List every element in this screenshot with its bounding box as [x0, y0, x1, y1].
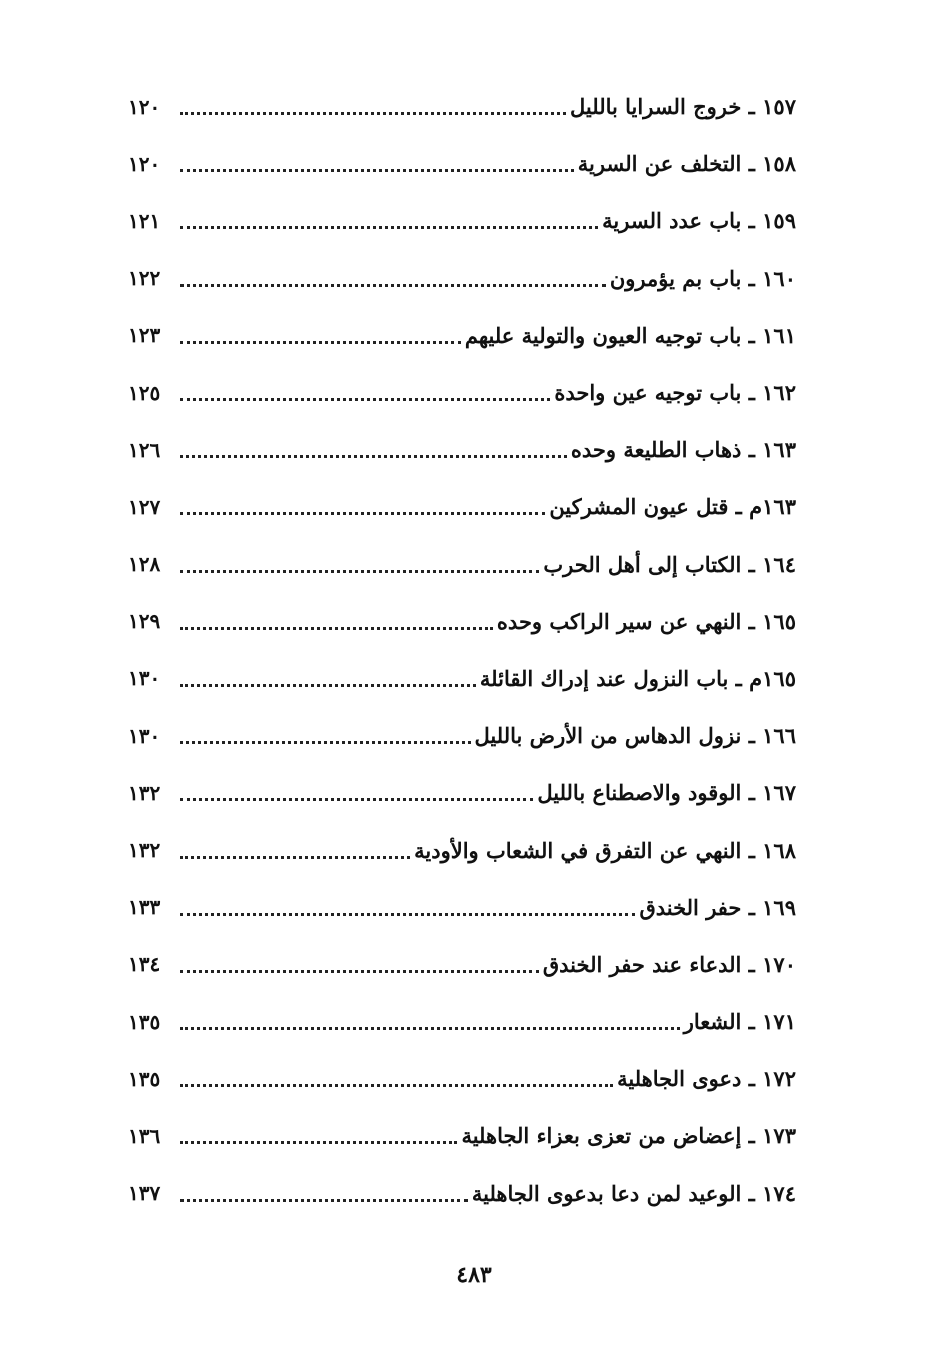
toc-entry-title: ١٦٤ ـ الكتاب إلى أهل الحرب: [543, 551, 796, 577]
toc-entry-title: ١٦٨ ـ النهي عن التفرق في الشعاب والأودية: [414, 837, 796, 863]
toc-entry-page: ١٢٠: [128, 151, 161, 176]
dot-leader: [180, 112, 566, 115]
dot-leader: [180, 741, 471, 744]
toc-entry-page: ١٣٠: [128, 723, 161, 748]
toc-entry-page: ١٣٥: [128, 1066, 161, 1091]
dot-leader: [180, 398, 550, 401]
toc-entry-title: ١٧١ ـ الشعار: [683, 1009, 796, 1035]
dot-leader: [180, 284, 606, 287]
dot-leader: [180, 913, 635, 916]
toc-entry-page: ١٣٥: [128, 1009, 161, 1034]
toc-entry-page: ١٢٨: [128, 552, 161, 577]
toc-entry-page: ١٣٣: [128, 895, 161, 920]
toc-entry: [128, 1107, 796, 1164]
toc-entry-page: ١٢٥: [128, 380, 161, 405]
page-number: ٤٨٣: [456, 1262, 492, 1288]
toc-entry: [128, 879, 796, 936]
dot-leader: [180, 1199, 468, 1202]
dot-leader: [180, 341, 461, 344]
toc-entry-page: ١٢٦: [128, 437, 161, 462]
toc-entry-title: ١٦٠ ـ باب بم يؤمرون: [609, 265, 796, 291]
toc-entry-page: ١٣٦: [128, 1123, 161, 1148]
toc-entry-title: ١٥٩ ـ باب عدد السرية: [602, 208, 796, 234]
toc-entry-title: ١٦٩ ـ حفر الخندق: [639, 894, 796, 920]
toc-entry: [128, 478, 796, 535]
toc-entry: [128, 421, 796, 478]
dot-leader: [180, 627, 493, 630]
toc-entry-page: ١٢٢: [128, 266, 161, 291]
toc-entry-page: ١٢٠: [128, 94, 161, 119]
toc-entry: [128, 821, 796, 878]
toc-entry-title: ١٦٣ ـ ذهاب الطليعة وحده: [570, 437, 796, 463]
dot-leader: [180, 226, 598, 229]
toc-entry-title: ١٦٣م ـ قتل عيون المشركين: [549, 494, 796, 520]
toc-entry: [128, 764, 796, 821]
toc-entry: [128, 993, 796, 1050]
toc-entry-title: ١٦٥ ـ النهي عن سير الراكب وحده: [496, 608, 796, 634]
toc-entry: [128, 650, 796, 707]
toc-entry: [128, 307, 796, 364]
toc-entry-page: ١٣٧: [128, 1181, 161, 1206]
toc-entry: [128, 135, 796, 192]
dot-leader: [180, 1141, 457, 1144]
dot-leader: [180, 684, 476, 687]
toc-entry: [128, 364, 796, 421]
dot-leader: [180, 798, 533, 801]
toc-entry: [128, 1050, 796, 1107]
toc-entry-page: ١٣٠: [128, 666, 161, 691]
toc-entry-page: ١٢٩: [128, 609, 161, 634]
toc-entry: [128, 536, 796, 593]
toc-entry-page: ١٣٢: [128, 838, 161, 863]
toc-entry-title: ١٦٥م ـ باب النزول عند إدراك القائلة: [479, 665, 796, 691]
toc-entry-title: ١٧٢ ـ دعوى الجاهلية: [617, 1066, 796, 1092]
toc-entry-page: ١٢٧: [128, 494, 161, 519]
toc-entry-page: ١٣٢: [128, 780, 161, 805]
toc-entry: [128, 192, 796, 249]
toc-entry-title: ١٧٣ ـ إعضاض من تعزى بعزاء الجاهلية: [461, 1123, 796, 1149]
toc-entry-title: ١٥٨ ـ التخلف عن السرية: [577, 151, 796, 177]
toc-entry-title: ١٦٧ ـ الوقود والاصطناع بالليل: [537, 780, 796, 806]
toc-entry-title: ١٦٦ ـ نزول الدهاس من الأرض بالليل: [474, 723, 796, 749]
table-of-contents: [128, 78, 796, 1222]
toc-entry: [128, 250, 796, 307]
dot-leader: [180, 169, 574, 172]
toc-entry-page: ١٢٣: [128, 323, 161, 348]
dot-leader: [180, 1027, 680, 1030]
toc-entry-page: ١٣٤: [128, 952, 161, 977]
dot-leader: [180, 1084, 613, 1087]
dot-leader: [180, 455, 567, 458]
toc-entry-title: ١٦١ ـ باب توجيه العيون والتولية عليهم: [464, 322, 796, 348]
toc-entry: [128, 593, 796, 650]
toc-entry: [128, 78, 796, 135]
toc-entry-title: ١٦٢ ـ باب توجيه عين واحدة: [554, 380, 796, 406]
dot-leader: [180, 970, 539, 973]
dot-leader: [180, 570, 539, 573]
dot-leader: [180, 512, 545, 515]
toc-entry-title: ١٧٤ ـ الوعيد لمن دعا بدعوى الجاهلية: [471, 1180, 796, 1206]
dot-leader: [180, 856, 410, 859]
toc-entry-title: ١٧٠ ـ الدعاء عند حفر الخندق: [542, 951, 796, 977]
toc-entry-title: ١٥٧ ـ خروج السرايا بالليل: [570, 94, 796, 120]
toc-entry: [128, 936, 796, 993]
toc-entry: [128, 1165, 796, 1222]
toc-entry: [128, 707, 796, 764]
toc-entry-page: ١٢١: [128, 208, 161, 233]
